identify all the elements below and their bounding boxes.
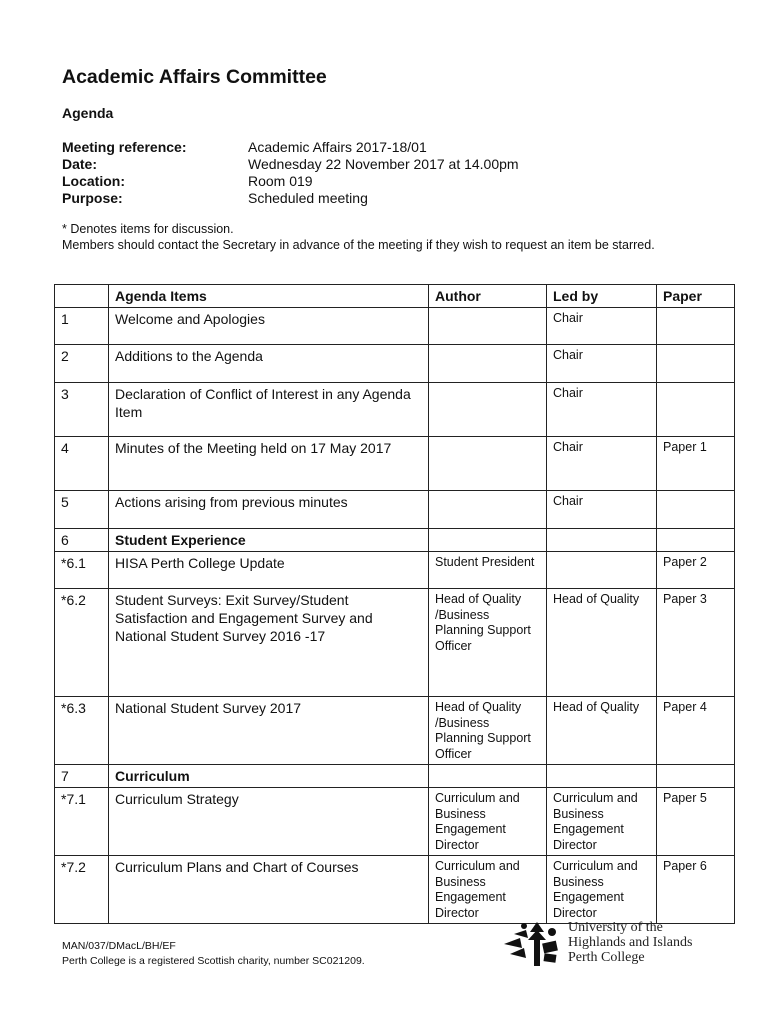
footer	[62, 939, 365, 969]
tree-logo-icon	[502, 916, 562, 968]
meta-label: Location:	[62, 173, 125, 189]
table-row	[55, 529, 735, 552]
item-title: Curriculum Strategy	[109, 788, 429, 856]
item-title: Minutes of the Meeting held on 17 May 2017	[109, 437, 429, 491]
item-title: Additions to the Agenda	[109, 345, 429, 383]
item-led-by: Head of Quality	[547, 589, 657, 697]
item-led-by	[547, 765, 657, 788]
item-led-by: Chair	[547, 491, 657, 529]
item-paper	[657, 308, 735, 345]
item-led-by	[547, 529, 657, 552]
header-paper: Paper	[657, 285, 735, 308]
item-led-by: Head of Quality	[547, 697, 657, 765]
table-row	[55, 552, 735, 589]
item-author: Curriculum and Business Engagement Director	[429, 788, 547, 856]
table-row	[55, 383, 735, 437]
logo-line: Perth College	[568, 949, 645, 965]
header-led-by: Led by	[547, 285, 657, 308]
item-led-by	[547, 552, 657, 589]
section-heading: Curriculum	[109, 765, 429, 788]
item-num: 4	[55, 437, 109, 491]
meta-label: Date:	[62, 156, 98, 172]
item-led-by: Chair	[547, 345, 657, 383]
item-author	[429, 765, 547, 788]
item-led-by: Chair	[547, 437, 657, 491]
document-reference: MAN/037/DMacL/BH/EF	[62, 940, 176, 952]
table-row	[55, 437, 735, 491]
item-num: *7.2	[55, 856, 109, 924]
item-paper: Paper 4	[657, 697, 735, 765]
item-num: *6.1	[55, 552, 109, 589]
note-line: * Denotes items for discussion.	[62, 222, 234, 236]
table-row	[55, 856, 735, 924]
document-title: Academic Affairs Committee	[62, 66, 327, 88]
meta-row-reference	[62, 139, 519, 156]
header-agenda-items: Agenda Items	[109, 285, 429, 308]
table-row	[55, 765, 735, 788]
item-author: Student President	[429, 552, 547, 589]
section-heading: Student Experience	[109, 529, 429, 552]
logo-line: University of the	[568, 919, 663, 935]
meta-row-location	[62, 173, 519, 190]
university-logo	[502, 916, 692, 968]
meta-value: Room 019	[248, 173, 313, 189]
item-num: 6	[55, 529, 109, 552]
item-paper: Paper 1	[657, 437, 735, 491]
meta-value: Academic Affairs 2017-18/01	[248, 139, 427, 155]
item-paper: Paper 6	[657, 856, 735, 924]
item-title: Student Surveys: Exit Survey/Student Satisfaction and Engagement Survey and National Student Survey 2016 -17	[109, 589, 429, 697]
item-paper	[657, 491, 735, 529]
meeting-details	[62, 139, 519, 207]
table-header-row	[55, 285, 735, 308]
meta-label: Purpose:	[62, 190, 123, 206]
item-paper	[657, 383, 735, 437]
item-num: 7	[55, 765, 109, 788]
table-row	[55, 491, 735, 529]
item-num: 2	[55, 345, 109, 383]
item-num: 3	[55, 383, 109, 437]
item-num: *7.1	[55, 788, 109, 856]
table-row	[55, 697, 735, 765]
item-paper: Paper 2	[657, 552, 735, 589]
item-title: Actions arising from previous minutes	[109, 491, 429, 529]
item-title: Welcome and Apologies	[109, 308, 429, 345]
item-author	[429, 529, 547, 552]
item-author	[429, 491, 547, 529]
meta-label: Meeting reference:	[62, 139, 187, 155]
item-author: Head of Quality /Business Planning Support Officer	[429, 589, 547, 697]
agenda-table	[54, 284, 735, 924]
table-row	[55, 308, 735, 345]
item-paper	[657, 765, 735, 788]
logo-line: Highlands and Islands	[568, 934, 693, 950]
item-paper: Paper 5	[657, 788, 735, 856]
item-paper: Paper 3	[657, 589, 735, 697]
table-row	[55, 345, 735, 383]
table-row	[55, 788, 735, 856]
meta-value: Scheduled meeting	[248, 190, 368, 206]
item-paper	[657, 345, 735, 383]
logo-text	[568, 920, 692, 965]
item-title: Curriculum Plans and Chart of Courses	[109, 856, 429, 924]
item-num: 1	[55, 308, 109, 345]
item-author	[429, 383, 547, 437]
document-subtitle: Agenda	[62, 105, 114, 121]
table-row	[55, 589, 735, 697]
item-led-by: Chair	[547, 308, 657, 345]
header-author: Author	[429, 285, 547, 308]
charity-statement: Perth College is a registered Scottish charity, number SC021209.	[62, 955, 365, 967]
discussion-note	[62, 221, 702, 253]
item-led-by: Curriculum and Business Engagement Director	[547, 856, 657, 924]
item-led-by: Curriculum and Business Engagement Director	[547, 788, 657, 856]
item-author: Head of Quality /Business Planning Support Officer	[429, 697, 547, 765]
item-led-by: Chair	[547, 383, 657, 437]
item-title: National Student Survey 2017	[109, 697, 429, 765]
item-author	[429, 437, 547, 491]
item-paper	[657, 529, 735, 552]
item-title: HISA Perth College Update	[109, 552, 429, 589]
header-num	[55, 285, 109, 308]
item-title: Declaration of Conflict of Interest in any Agenda Item	[109, 383, 429, 437]
meta-value: Wednesday 22 November 2017 at 14.00pm	[248, 156, 519, 172]
meta-row-purpose	[62, 190, 519, 207]
item-num: *6.3	[55, 697, 109, 765]
item-num: 5	[55, 491, 109, 529]
item-author	[429, 345, 547, 383]
meta-row-date	[62, 156, 519, 173]
item-author	[429, 308, 547, 345]
item-num: *6.2	[55, 589, 109, 697]
item-author: Curriculum and Business Engagement Director	[429, 856, 547, 924]
note-line: Members should contact the Secretary in advance of the meeting if they wish to request an item be starred.	[62, 238, 655, 252]
